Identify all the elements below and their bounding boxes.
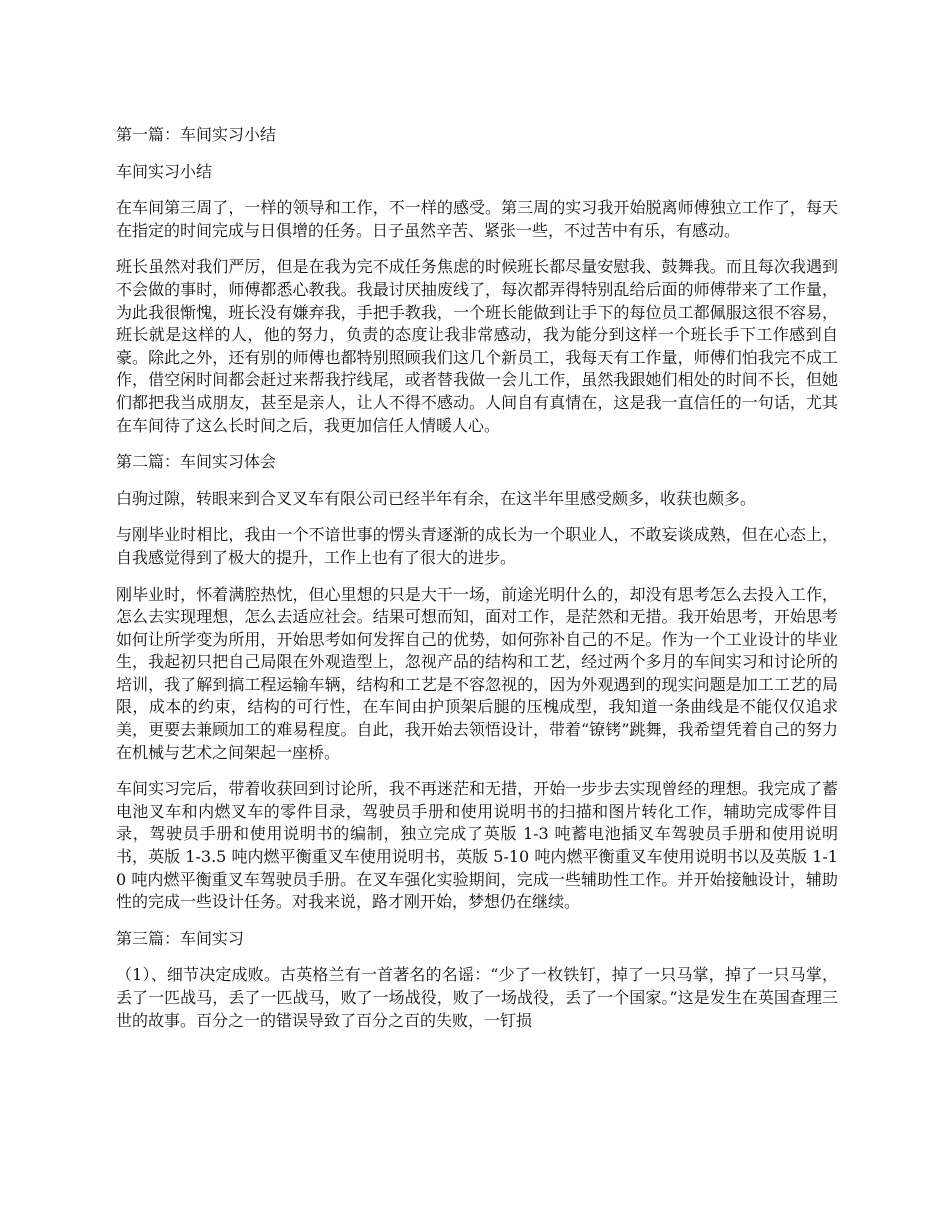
paragraph: （1）、细节决定成败。古英格兰有一首著名的名谣：“少了一枚铁钉，掉了一只马掌，掉了一只马掌，丢了一匹战马，丢了一匹战马，败了一场战役，败了一场战役，丢了一个国家。”这是发生在英国查理三世的故事。百分之一的错误导致了百分之百的失败，一钉损 [116,965,838,1030]
paragraph: 在车间第三周了，一样的领导和工作，不一样的感受。第三周的实习我开始脱离师傅独立工作了，每天在指定的时间完成与日俱增的任务。日子虽然辛苦、紧张一些，不过苦中有乐，有感动。 [116,198,838,240]
paragraph: 白驹过隙，转眼来到合叉叉车有限公司已经半年有余，在这半年里感受颇多，收获也颇多。 [116,488,757,508]
section-heading-1: 第一篇：车间实习小结 [116,125,277,144]
document-page [116,124,838,1046]
paragraph: 与刚毕业时相比，我由一个不谙世事的愣头青逐渐的成长为一个职业人，不敢妄谈成熟，但在心态上，自我感觉得到了极大的提升，工作上也有了很大的进步。 [116,525,838,567]
section-heading-3: 第三篇：车间实习 [116,928,245,948]
paragraph: 车间实习完后，带着收获回到讨论所，我不再迷茫和无措，开始一步步去实现曾经的理想。我完成了蓄电池叉车和内燃叉车的零件目录，驾驶员手册和使用说明书的扫描和图片转化工作，辅助完成零件目录，驾驶员手册和使用说明书的编制，独立完成了英版 1-3 吨蓄电池插叉车驾驶员手册和使用说明书，英版 1-3.5 吨内燃平衡重叉车使用说明书，英版 5-10 吨内燃平衡重叉车使用说明书以及英版 1-10 吨内燃平衡重叉车驾驶员手册。在叉车强化实验期间，完成一些辅助性工作。并开始接触设计，辅助性的完成一些设计任务。对我来说，路才刚开始，梦想仍在继续。 [116,779,838,912]
subsection-heading: 车间实习小结 [116,161,213,181]
paragraph: 刚毕业时，怀着满腔热忱，但心里想的只是大干一场，前途光明什么的，却没有思考怎么去投入工作，怎么去实现理想，怎么去适应社会。结果可想而知，面对工作，是茫然和无措。我开始思考，开始思考如何让所学变为所用，开始思考如何发挥自己的优势，如何弥补自己的不足。作为一个工业设计的毕业生，我起初只把自己局限在外观造型上，忽视产品的结构和工艺，经过两个多月的车间实习和讨论所的培训，我了解到搞工程运输车辆，结构和工艺是不容忽视的，因为外观遇到的现实问题是加工工艺的局限，成本的约束，结构的可行性，在车间由护顶架后腿的压槐成型，我知道一条曲线是不能仅仅追求美，更要去兼顾加工的难易程度。自此，我开始去领悟设计，带着“镣铐”跳舞，我希望凭着自己的努力在机械与艺术之间架起一座桥。 [116,584,838,762]
paragraph: 班长虽然对我们严厉，但是在我为完不成任务焦虑的时候班长都尽量安慰我、鼓舞我。而且每次我遇到不会做的事时，师傅都悉心教我。我最讨厌抽废线了，每次都弄得特别乱给后面的师傅带来了工作量，为此我很惭愧，班长没有嫌弃我，手把手教我，一个班长能做到让手下的每位员工都佩服这很不容易，班长就是这样的人，他的努力，负责的态度让我非常感动，我为能分到这样一个班长手下工作感到自豪。除此之外，还有别的师傅也都特别照顾我们这几个新员工，我每天有工作量，师傅们怕我完不成工作，借空闲时间都会赶过来帮我拧线尾，或者替我做一会儿工作，虽然我跟她们相处的时间不长，但她们都把我当成朋友，甚至是亲人，让人不得不感动。人间自有真情在，这是我一直信任的一句话，尤其在车间待了这么长时间之后，我更加信任人情暖人心。 [116,257,838,435]
section-heading-2: 第二篇：车间实习体会 [116,452,277,472]
